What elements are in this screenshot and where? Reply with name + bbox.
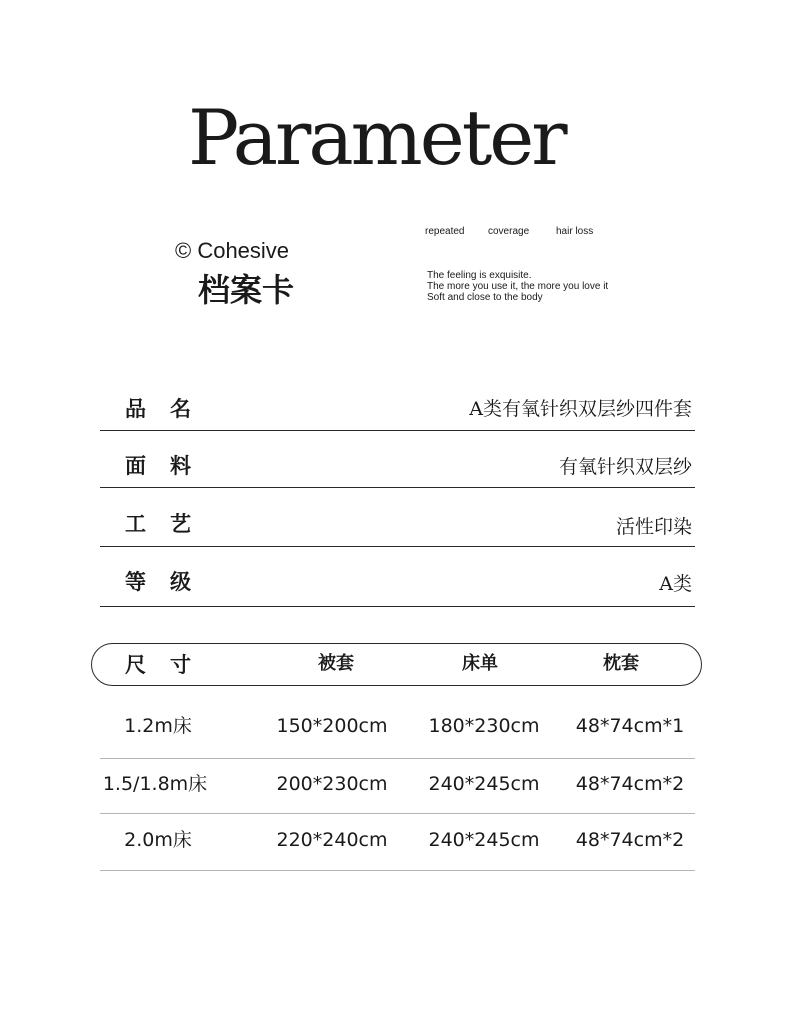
brand-name: © Cohesive <box>175 238 290 263</box>
tag-hair-loss: hair loss <box>556 226 594 237</box>
table-cell-duvet: 200*230cm <box>276 773 388 795</box>
param-value-craft: 活性印染 <box>615 516 692 538</box>
divider <box>100 546 695 547</box>
table-cell-size: 2.0m床 <box>124 829 192 851</box>
tag-coverage: coverage <box>488 226 530 237</box>
column-header-duvet: 被套 <box>318 653 354 674</box>
param-value-product-name: A类有氧针织双层纱四件套 <box>469 398 692 420</box>
column-header-sheet: 床单 <box>462 653 498 674</box>
table-cell-size: 1.5/1.8m床 <box>102 773 208 795</box>
archive-card-label: 档案卡 <box>198 271 295 309</box>
table-cell-duvet: 220*240cm <box>276 829 388 851</box>
table-cell-pillow: 48*74cm*1 <box>575 715 685 737</box>
divider <box>100 430 695 431</box>
tagline-line-2: The more you use it, the more you love it <box>427 281 609 292</box>
table-cell-duvet: 150*200cm <box>276 715 388 737</box>
table-cell-sheet: 240*245cm <box>428 773 540 795</box>
table-row-divider <box>100 870 695 871</box>
divider <box>100 606 695 607</box>
table-cell-pillow: 48*74cm*2 <box>575 773 685 795</box>
column-header-pillow: 枕套 <box>603 653 639 674</box>
param-label-grade: 等级 <box>125 570 215 594</box>
tag-repeated: repeated <box>425 226 465 237</box>
table-cell-size: 1.2m床 <box>124 715 192 737</box>
page-title: Parameter <box>188 93 565 182</box>
divider <box>100 487 695 488</box>
table-cell-sheet: 240*245cm <box>428 829 540 851</box>
table-row-divider <box>100 813 695 814</box>
tagline-line-1: The feeling is exquisite. <box>427 270 532 281</box>
table-cell-sheet: 180*230cm <box>428 715 540 737</box>
tagline-line-3: Soft and close to the body <box>427 292 543 303</box>
param-value-fabric: 有氧针织双层纱 <box>558 456 692 478</box>
param-label-craft: 工艺 <box>125 512 215 536</box>
param-label-fabric: 面料 <box>125 454 215 478</box>
param-label-product-name: 品名 <box>125 397 215 421</box>
table-row-divider <box>100 758 695 759</box>
param-value-grade: A类 <box>659 573 692 595</box>
table-cell-pillow: 48*74cm*2 <box>575 829 685 851</box>
size-table-label: 尺寸 <box>125 653 215 677</box>
